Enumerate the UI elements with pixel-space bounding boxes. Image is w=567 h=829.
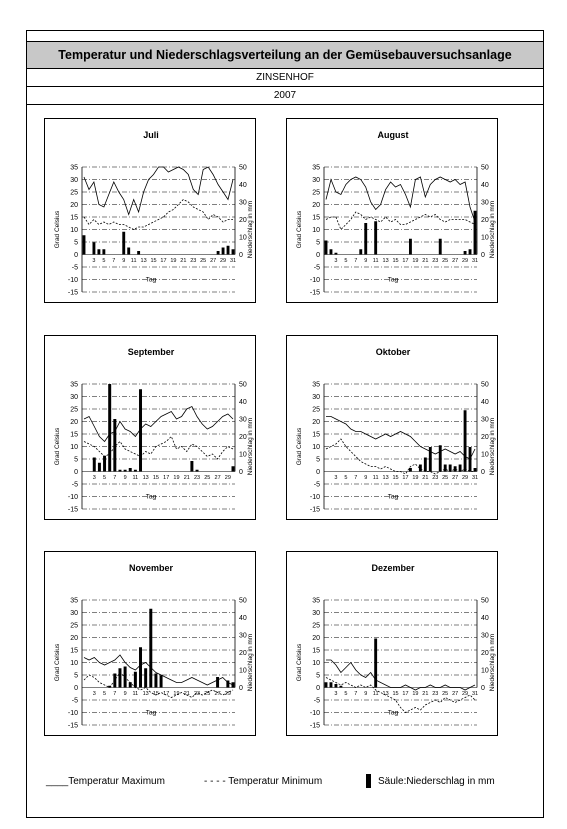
y2-tick-label: 30 <box>481 199 489 207</box>
y-tick-label: 0 <box>316 685 320 692</box>
y-tick-label: -5 <box>71 264 78 272</box>
y2-tick-label: 20 <box>239 217 247 224</box>
x-tick-label: 17 <box>402 475 409 481</box>
chart-panel-september <box>44 335 256 520</box>
y2-tick-label: 10 <box>481 451 489 459</box>
x-tick-label: 7 <box>354 691 358 697</box>
y2-tick-label: 0 <box>481 469 485 476</box>
y-tick-label: -10 <box>309 277 320 284</box>
x-tick-label: 19 <box>173 475 180 481</box>
series-temp-min <box>84 200 233 230</box>
x-tick-label: 9 <box>123 475 127 481</box>
x-tick-label: 3 <box>92 258 96 264</box>
y-axis-title: Grad Celsius <box>54 427 61 466</box>
y-tick-label: 35 <box>70 597 78 605</box>
x-tick-label: 21 <box>422 475 429 481</box>
x-tick-label: 27 <box>214 475 221 481</box>
y-tick-label: 25 <box>312 189 320 197</box>
x-tick-label: 11 <box>372 691 379 697</box>
chart-title: September <box>127 347 175 357</box>
x-tick-label: 23 <box>432 475 439 481</box>
y-axis-title: Grad Celsius <box>296 643 303 682</box>
chart-dezember <box>287 552 499 737</box>
precip-bar <box>459 465 462 472</box>
y2-tick-label: 50 <box>239 381 247 389</box>
x-tick-label: 25 <box>442 258 449 264</box>
x-tick-label: 29 <box>462 691 469 697</box>
y2-tick-label: 30 <box>481 416 489 424</box>
y-axis-title: Grad Celsius <box>296 210 303 249</box>
x-tick-label: 25 <box>200 258 207 264</box>
series-temp-min <box>84 673 233 698</box>
precip-bar <box>409 468 412 472</box>
x-axis-title: Tag <box>145 276 157 284</box>
x-tick-label: 27 <box>452 475 459 481</box>
x-tick-label: 29 <box>220 258 227 264</box>
x-tick-label: 9 <box>122 258 126 264</box>
x-tick-label: 21 <box>422 691 429 697</box>
y2-tick-label: 50 <box>481 381 489 389</box>
y2-tick-label: 30 <box>239 416 247 424</box>
y2-tick-label: 10 <box>239 667 247 675</box>
series-temp-max <box>84 167 233 215</box>
y2-axis-title: Niederschlag in mm <box>489 417 496 476</box>
precip-bar <box>93 458 96 472</box>
y-tick-label: 30 <box>312 394 320 401</box>
y-tick-label: 0 <box>74 469 78 476</box>
x-tick-label: 27 <box>452 258 459 264</box>
y2-tick-label: 30 <box>481 632 489 640</box>
y-tick-label: 30 <box>312 177 320 184</box>
precip-bar <box>232 466 235 471</box>
legend-temp-max: ____Temperatur Maximum <box>46 776 165 787</box>
precip-bar <box>469 249 472 254</box>
x-tick-label: 19 <box>412 691 419 697</box>
x-axis-title: Tag <box>145 493 157 501</box>
x-tick-label: 5 <box>344 475 348 481</box>
precip-bar <box>474 468 477 472</box>
x-tick-label: 11 <box>132 691 139 697</box>
y-tick-label: 15 <box>70 647 78 655</box>
precip-bar <box>325 241 328 255</box>
x-tick-label: 21 <box>183 475 190 481</box>
y-tick-label: 20 <box>312 635 320 642</box>
chart-title: Juli <box>143 130 159 140</box>
precip-bar <box>364 223 367 255</box>
y2-tick-label: 50 <box>239 597 247 605</box>
series-temp-min <box>326 439 475 474</box>
precip-bar <box>216 677 219 688</box>
precip-bar <box>103 456 106 472</box>
series-temp-min <box>84 437 233 460</box>
x-tick-label: 17 <box>402 258 409 264</box>
x-tick-label: 11 <box>132 475 139 481</box>
precip-bar <box>144 668 147 687</box>
series-temp-max <box>326 417 475 460</box>
x-tick-label: 11 <box>372 475 379 481</box>
x-axis-title: Tag <box>387 709 399 717</box>
x-tick-label: 5 <box>103 475 107 481</box>
x-tick-label: 5 <box>344 691 348 697</box>
y-tick-label: 20 <box>312 202 320 209</box>
precip-bar <box>97 249 100 254</box>
x-tick-label: 15 <box>152 475 159 481</box>
x-tick-label: 15 <box>150 258 157 264</box>
y2-tick-label: 0 <box>239 469 243 476</box>
y2-tick-label: 30 <box>239 199 247 207</box>
y-tick-label: 25 <box>70 189 78 197</box>
x-tick-label: 23 <box>193 691 201 697</box>
x-tick-label: 9 <box>123 691 127 697</box>
chart-august <box>287 119 499 304</box>
chart-oktober <box>287 336 499 521</box>
y-tick-label: 20 <box>70 202 78 209</box>
chart-title: Dezember <box>371 563 415 573</box>
precip-bar <box>330 682 333 687</box>
x-tick-label: 5 <box>103 691 107 697</box>
precip-bar <box>464 410 467 471</box>
chart-panel-dezember <box>286 551 498 736</box>
precip-bar <box>160 675 163 687</box>
x-tick-label: 27 <box>214 691 221 697</box>
y-axis-title: Grad Celsius <box>296 427 303 466</box>
y2-tick-label: 0 <box>481 685 485 692</box>
precip-bar <box>196 470 199 472</box>
y-tick-label: 20 <box>70 635 78 642</box>
y-tick-label: 25 <box>312 622 320 630</box>
y-tick-label: -15 <box>67 289 78 297</box>
y-tick-label: 15 <box>70 431 78 439</box>
chart-panel-oktober <box>286 335 498 520</box>
y2-axis-title: Niederschlag in mm <box>247 417 254 476</box>
x-tick-label: 11 <box>372 258 379 264</box>
x-tick-label: 29 <box>224 691 231 697</box>
precip-bar <box>339 686 342 688</box>
location-label: ZINSENHOF <box>27 69 543 87</box>
series-temp-min <box>326 212 475 230</box>
y-tick-label: 20 <box>312 419 320 426</box>
y2-tick-label: 50 <box>239 164 247 172</box>
precip-bar <box>334 253 337 255</box>
y-tick-label: 5 <box>74 672 78 680</box>
legend <box>0 776 567 792</box>
y2-tick-label: 0 <box>239 685 243 692</box>
y2-tick-label: 10 <box>481 667 489 675</box>
x-axis-title: Tag <box>145 709 157 717</box>
y2-axis-title: Niederschlag in mm <box>489 200 496 259</box>
y2-tick-label: 10 <box>239 451 247 459</box>
y-tick-label: 0 <box>74 252 78 259</box>
series-temp-max <box>84 407 233 442</box>
y-tick-label: 15 <box>312 647 320 655</box>
x-tick-label: 11 <box>130 258 137 264</box>
x-tick-label: 25 <box>204 691 211 697</box>
precip-bar <box>190 461 193 472</box>
series-temp-max <box>84 655 233 685</box>
precip-bar <box>217 251 220 255</box>
x-tick-label: 25 <box>442 691 449 697</box>
x-tick-label: 23 <box>193 475 201 481</box>
y-tick-label: 10 <box>70 660 78 667</box>
precip-bar <box>134 470 137 472</box>
chart-panel-juli <box>44 118 256 303</box>
precip-bar <box>444 465 447 472</box>
x-axis-title: Tag <box>387 493 399 501</box>
precip-bar <box>449 465 452 472</box>
year-label: 2007 <box>27 87 543 105</box>
x-tick-label: 27 <box>210 258 217 264</box>
x-tick-label: 19 <box>412 258 419 264</box>
precip-bar <box>124 470 127 472</box>
x-tick-label: 21 <box>183 691 190 697</box>
precip-bar <box>325 682 328 687</box>
page-title: Temperatur und Niederschlagsverteilung an der Gemüsebauversuchsanlage <box>27 41 543 69</box>
y2-tick-label: 20 <box>481 650 489 657</box>
y-tick-label: -5 <box>71 697 78 705</box>
precip-bar <box>108 384 111 472</box>
precip-bar <box>154 674 157 688</box>
precip-bar <box>474 211 477 255</box>
y-tick-label: 25 <box>70 622 78 630</box>
y-tick-label: -10 <box>67 494 78 501</box>
x-tick-label: 17 <box>160 258 167 264</box>
y2-tick-label: 20 <box>239 650 247 657</box>
precip-bar <box>424 458 427 472</box>
y2-tick-label: 10 <box>239 234 247 242</box>
y-axis-title: Grad Celsius <box>54 643 61 682</box>
y-tick-label: -15 <box>67 506 78 514</box>
y-tick-label: 5 <box>316 672 320 680</box>
y-tick-label: 5 <box>74 456 78 464</box>
precip-bar <box>92 242 95 254</box>
y-tick-label: 30 <box>70 610 78 617</box>
chart-panel-november <box>44 551 256 736</box>
y2-tick-label: 40 <box>481 615 489 622</box>
x-tick-label: 15 <box>152 691 159 697</box>
y-tick-label: 5 <box>74 239 78 247</box>
precip-bar <box>149 609 152 688</box>
precip-bar <box>439 239 442 255</box>
y-tick-label: -5 <box>71 481 78 489</box>
y2-tick-label: 40 <box>239 615 247 622</box>
precip-bar <box>222 248 225 255</box>
x-tick-label: 13 <box>382 258 389 264</box>
chart-september <box>45 336 257 521</box>
y-tick-label: 0 <box>74 685 78 692</box>
precip-bar <box>464 251 467 255</box>
y-tick-label: -10 <box>67 710 78 717</box>
chart-title: August <box>377 130 409 140</box>
x-tick-label: 9 <box>364 258 368 264</box>
x-tick-label: 13 <box>142 475 149 481</box>
y-tick-label: -5 <box>313 697 320 705</box>
x-tick-label: 23 <box>432 258 439 264</box>
y-tick-label: 25 <box>70 406 78 414</box>
y-tick-label: 15 <box>312 431 320 439</box>
y-tick-label: 10 <box>312 444 320 451</box>
precip-bar <box>359 249 362 254</box>
precip-bar <box>139 647 142 687</box>
x-tick-label: 27 <box>452 691 459 697</box>
precip-bar <box>98 463 101 472</box>
x-tick-label: 29 <box>462 475 469 481</box>
chart-title: Oktober <box>375 347 411 357</box>
x-tick-label: 5 <box>344 258 348 264</box>
y2-tick-label: 20 <box>481 434 489 441</box>
y-tick-label: 35 <box>312 381 320 389</box>
y-tick-label: -10 <box>67 277 78 284</box>
y-tick-label: 35 <box>312 164 320 172</box>
x-tick-label: 3 <box>334 475 338 481</box>
x-tick-label: 15 <box>392 691 399 697</box>
y2-tick-label: 50 <box>481 164 489 172</box>
y-tick-label: -10 <box>309 710 320 717</box>
y-tick-label: -15 <box>309 722 320 730</box>
x-tick-label: 25 <box>204 475 211 481</box>
y-tick-label: 30 <box>312 610 320 617</box>
x-tick-label: 13 <box>140 258 147 264</box>
y2-tick-label: 40 <box>239 399 247 406</box>
y2-axis-title: Niederschlag in mm <box>247 633 254 692</box>
legend-bar-swatch <box>366 774 371 788</box>
y-tick-label: -15 <box>67 722 78 730</box>
y-tick-label: 10 <box>70 227 78 234</box>
precip-bar <box>83 235 86 254</box>
y2-tick-label: 30 <box>239 632 247 640</box>
x-tick-label: 9 <box>364 475 368 481</box>
x-tick-label: 31 <box>471 691 479 697</box>
legend-temp-min: - - - - Temperatur Minimum <box>204 776 323 787</box>
y2-tick-label: 0 <box>239 252 243 259</box>
x-tick-label: 29 <box>224 475 231 481</box>
precip-bar <box>227 246 230 255</box>
x-tick-label: 7 <box>112 258 116 264</box>
series-temp-max <box>326 177 475 222</box>
x-tick-label: 7 <box>113 691 117 697</box>
x-tick-label: 7 <box>354 258 358 264</box>
y2-tick-label: 40 <box>239 182 247 189</box>
y-tick-label: -10 <box>309 494 320 501</box>
y2-tick-label: 10 <box>481 234 489 242</box>
precip-bar <box>330 249 333 254</box>
x-tick-label: 17 <box>163 475 170 481</box>
y2-tick-label: 20 <box>481 217 489 224</box>
y-tick-label: 5 <box>316 456 320 464</box>
x-tick-label: 13 <box>382 691 389 697</box>
y-axis-title: Grad Celsius <box>54 210 61 249</box>
y2-tick-label: 40 <box>481 182 489 189</box>
x-tick-label: 15 <box>392 475 399 481</box>
x-tick-label: 3 <box>334 691 338 697</box>
x-tick-label: 31 <box>229 258 237 264</box>
chart-juli <box>45 119 257 304</box>
x-tick-label: 17 <box>163 691 170 697</box>
legend-precip-label: Säule:Niederschlag in mm <box>378 776 495 787</box>
x-tick-label: 31 <box>471 258 479 264</box>
x-tick-label: 19 <box>173 691 180 697</box>
x-tick-label: 23 <box>190 258 197 264</box>
precip-bar <box>129 468 132 472</box>
y-tick-label: 10 <box>312 660 320 667</box>
precip-bar <box>232 249 235 254</box>
precip-bar <box>137 251 140 255</box>
y-tick-label: -5 <box>313 264 320 272</box>
chart-panel-august <box>286 118 498 303</box>
precip-bar <box>454 466 457 471</box>
x-tick-label: 23 <box>432 691 439 697</box>
y2-tick-label: 0 <box>481 252 485 259</box>
x-tick-label: 25 <box>442 475 449 481</box>
x-tick-label: 29 <box>462 258 469 264</box>
x-tick-label: 9 <box>364 691 368 697</box>
y-tick-label: 25 <box>312 406 320 414</box>
precip-bar <box>118 470 121 472</box>
y-tick-label: 5 <box>316 239 320 247</box>
y-tick-label: 15 <box>312 214 320 222</box>
y2-tick-label: 20 <box>239 434 247 441</box>
x-tick-label: 7 <box>354 475 358 481</box>
precip-bar <box>374 221 377 254</box>
precip-bar <box>439 445 442 471</box>
x-tick-label: 3 <box>92 691 96 697</box>
x-tick-label: 21 <box>180 258 187 264</box>
x-tick-label: 3 <box>334 258 338 264</box>
y-tick-label: 30 <box>70 394 78 401</box>
x-tick-label: 7 <box>113 475 117 481</box>
precip-bar <box>102 249 105 254</box>
y-tick-label: 35 <box>312 597 320 605</box>
y-tick-label: 15 <box>70 214 78 222</box>
chart-title: November <box>128 563 174 573</box>
y-tick-label: -5 <box>313 481 320 489</box>
x-tick-label: 19 <box>170 258 177 264</box>
y2-axis-title: Niederschlag in mm <box>489 633 496 692</box>
y-tick-label: 0 <box>316 252 320 259</box>
y-tick-label: 10 <box>70 444 78 451</box>
x-tick-label: 5 <box>102 258 106 264</box>
x-tick-label: 13 <box>382 475 389 481</box>
y2-tick-label: 50 <box>481 597 489 605</box>
chart-november <box>45 552 257 737</box>
x-tick-label: 17 <box>402 691 409 697</box>
x-tick-label: 15 <box>392 258 399 264</box>
y-tick-label: 20 <box>70 419 78 426</box>
x-tick-label: 21 <box>422 258 429 264</box>
precip-bar <box>127 248 130 255</box>
precip-bar <box>409 239 412 255</box>
y-tick-label: 10 <box>312 227 320 234</box>
x-axis-title: Tag <box>387 276 399 284</box>
y-tick-label: -15 <box>309 506 320 514</box>
x-tick-label: 31 <box>471 475 479 481</box>
precip-bar <box>334 684 337 688</box>
precip-bar <box>134 672 137 688</box>
y2-axis-title: Niederschlag in mm <box>247 200 254 259</box>
y-tick-label: 30 <box>70 177 78 184</box>
x-tick-label: 3 <box>92 475 96 481</box>
precip-bar <box>122 232 125 255</box>
y-tick-label: 0 <box>316 469 320 476</box>
y-tick-label: 35 <box>70 164 78 172</box>
y-tick-label: -15 <box>309 289 320 297</box>
y2-tick-label: 40 <box>481 399 489 406</box>
x-tick-label: 13 <box>142 691 149 697</box>
y-tick-label: 35 <box>70 381 78 389</box>
x-tick-label: 19 <box>412 475 419 481</box>
precip-bar <box>118 668 121 687</box>
